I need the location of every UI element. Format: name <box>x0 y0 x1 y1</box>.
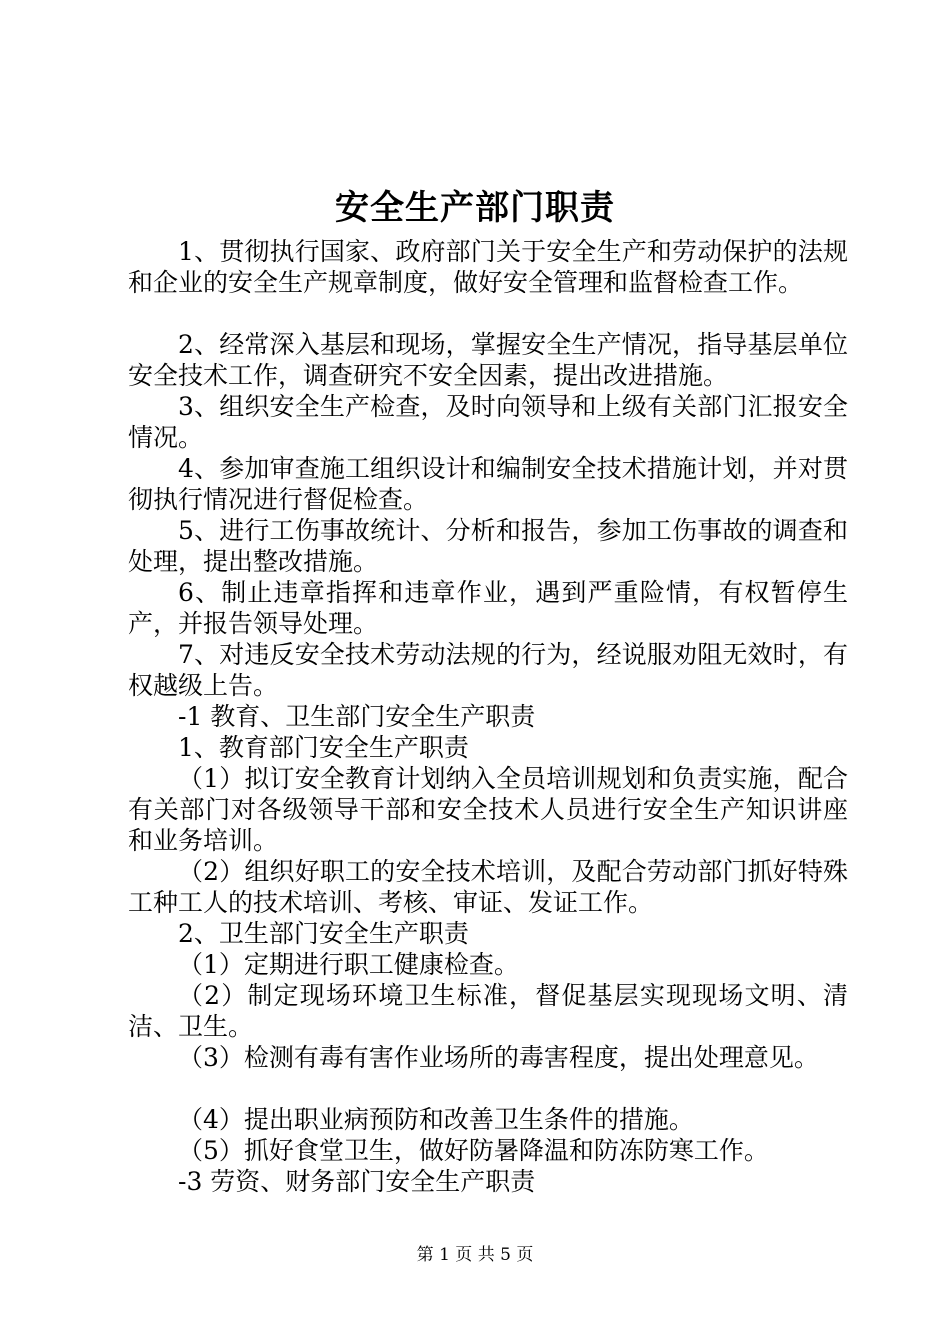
paragraph-6: 6、制止违章指挥和违章作业，遇到严重险情，有权暂停生产，并报告领导处理。 <box>128 578 848 638</box>
health-item-5: （5）抓好食堂卫生，做好防暑降温和防冻防寒工作。 <box>178 1136 769 1165</box>
education-item-1: （1）拟订安全教育计划纳入全员培训规划和负责实施，配合有关部门对各级领导干部和安全技术人员进行安全生产知识讲座和业务培训。 <box>128 764 848 855</box>
health-item-1: （1）定期进行职工健康检查。 <box>178 950 519 979</box>
paragraph-1: 1、贯彻执行国家、政府部门关于安全生产和劳动保护的法规和企业的安全生产规章制度，做好安全管理和监督检查工作。 <box>128 237 848 297</box>
document-title: 安全生产部门职责 <box>335 188 615 228</box>
document-body <box>128 236 848 1197</box>
page-footer: 第 1 页 共 5 页 <box>416 1245 534 1265</box>
paragraph-5: 5、进行工伤事故统计、分析和报告，参加工伤事故的调查和处理，提出整改措施。 <box>128 516 848 576</box>
health-item-3: （3）检测有毒有害作业场所的毒害程度，提出处理意见。 <box>178 1043 819 1072</box>
subsection-heading-education: 1、教育部门安全生产职责 <box>178 733 469 762</box>
subsection-heading-health: 2、卫生部门安全生产职责 <box>178 919 469 948</box>
paragraph-2: 2、经常深入基层和现场，掌握安全生产情况，指导基层单位安全技术工作，调查研究不安全因素，提出改进措施。 <box>128 330 848 390</box>
paragraph-7: 7、对违反安全技术劳动法规的行为，经说服劝阻无效时，有权越级上告。 <box>128 640 848 700</box>
education-item-2: （2）组织好职工的安全技术培训，及配合劳动部门抓好特殊工种工人的技术培训、考核、审证、发证工作。 <box>128 857 848 917</box>
health-item-4: （4）提出职业病预防和改善卫生条件的措施。 <box>178 1105 694 1134</box>
paragraph-3: 3、组织安全生产检查，及时向领导和上级有关部门汇报安全情况。 <box>128 392 848 452</box>
section-heading-education-health: -1 教育、卫生部门安全生产职责 <box>178 702 536 731</box>
health-item-2: （2）制定现场环境卫生标准，督促基层实现现场文明、清洁、卫生。 <box>128 981 848 1041</box>
paragraph-4: 4、参加审查施工组织设计和编制安全技术措施计划，并对贯彻执行情况进行督促检查。 <box>128 454 848 514</box>
section-heading-labor-finance: -3 劳资、财务部门安全生产职责 <box>178 1167 536 1196</box>
